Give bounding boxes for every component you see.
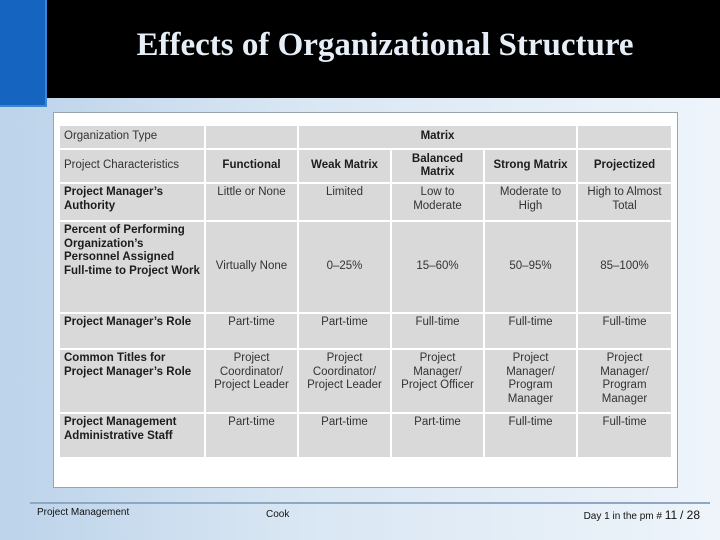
row-label: Project Manager’s Role (59, 313, 205, 349)
column-header: Strong Matrix (484, 149, 577, 183)
table-cell: Project Coordinator/ Project Leader (298, 349, 391, 413)
table-cell: Part-time (298, 413, 391, 458)
footer-page-info (584, 508, 700, 522)
table-cell: Project Manager/ Program Manager (577, 349, 672, 413)
row-label: Project Management Administrative Staff (59, 413, 205, 458)
footer-author: Cook (266, 509, 290, 520)
table-cell: Full-time (484, 313, 577, 349)
page-number: 11 (664, 508, 678, 522)
table-cell: 15–60% (391, 221, 484, 313)
column-header: Functional (205, 149, 298, 183)
corner-project-characteristics: Project Characteristics (59, 149, 205, 183)
row-label: Percent of Performing Organization’s Personnel Assigned Full-time to Project Work (59, 221, 205, 313)
table-cell: Limited (298, 183, 391, 221)
table-cell: Part-time (205, 313, 298, 349)
table-cell: Virtually None (205, 221, 298, 313)
column-header: Weak Matrix (298, 149, 391, 183)
table-cell: Project Manager/ Project Officer (391, 349, 484, 413)
slide-title: Effects of Organizational Structure (136, 27, 634, 63)
title-accent-block (0, 0, 47, 107)
row-label: Project Manager’s Authority (59, 183, 205, 221)
table-cell: Full-time (391, 313, 484, 349)
table-cell: Full-time (484, 413, 577, 458)
table-cell: 85–100% (577, 221, 672, 313)
table-cell: Low to Moderate (391, 183, 484, 221)
column-header: Balanced Matrix (391, 149, 484, 183)
matrix-group-header: Matrix (298, 125, 577, 149)
table-cell: Full-time (577, 313, 672, 349)
table-cell: Project Manager/ Program Manager (484, 349, 577, 413)
column-header: Projectized (577, 149, 672, 183)
table-cell: Part-time (298, 313, 391, 349)
page-total: / 28 (679, 508, 700, 522)
table-cell: Moderate to High (484, 183, 577, 221)
table-cell: Full-time (577, 413, 672, 458)
table-cell: Project Coordinator/ Project Leader (205, 349, 298, 413)
table-cell: Part-time (205, 413, 298, 458)
table-cell: 0–25% (298, 221, 391, 313)
corner-organization-type: Organization Type (59, 125, 205, 149)
organization-structure-table (58, 124, 671, 457)
footer-day-label: Day 1 in the pm # (583, 511, 662, 522)
footer-course: Project Management (37, 507, 130, 518)
table-cell: Little or None (205, 183, 298, 221)
footer-divider (30, 502, 710, 504)
table-cell: 50–95% (484, 221, 577, 313)
table-cell: Part-time (391, 413, 484, 458)
table-cell: High to Almost Total (577, 183, 672, 221)
row-label: Common Titles for Project Manager’s Role (59, 349, 205, 413)
